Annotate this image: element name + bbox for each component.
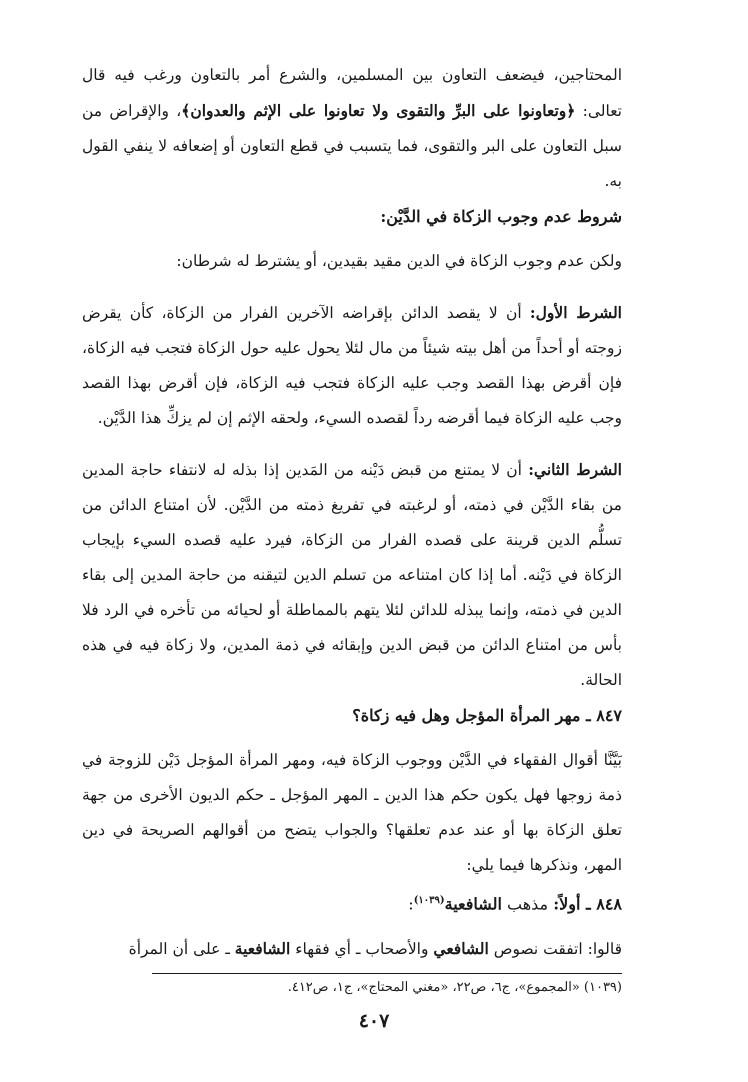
page-number: ٤٠٧ bbox=[358, 1010, 390, 1032]
heading-conditions: شروط عدم وجوب الزكاة في الدَّيْن: bbox=[380, 207, 622, 226]
condition-one-label: الشرط الأول: bbox=[529, 303, 622, 322]
shafii-name: الشافعي bbox=[433, 939, 489, 959]
shafii-text-a: قالوا: اتفقت نصوص bbox=[488, 940, 622, 959]
quran-verse: ﴿وتعاونوا على البرِّ والتقوى ولا تعاونوا على الإثم والعدوان﴾ bbox=[181, 101, 576, 120]
condition-one-text: أن لا يقصد الدائن بإقراضه الآخرين الفرار من الزكاة، كأن يقرض زوجته أو أحداً من أهل بيته شيئاً من مال لئلا يحول عليه حول الزكاة فتجب فيه الزكاة، فإن أقرض بهذا القصد وجب عليه الزكاة فتجب فيه الزكاة، فإن أقرض بهذا القصد وجب عليه الزكاة فيما أقرضه رداً لقصده السيء، ولحقه الإثم إن لم يزكِّ هذا الدَّيْن. bbox=[82, 304, 622, 427]
footnote-divider bbox=[152, 973, 622, 974]
condition-two-text: أن لا يمتنع من قبض دَيْنه من المَدين إذا بذله له لانتفاء حاجة المدين من بقاء الدَّيْن في ذمته، أو لرغبته في تفريغ ذمته من الدَّيْن. لأن امتناع الدائن من تسلُّم الدين قرينة على قصده الفرار من الزكاة، فيرد عليه قصده السيء بإيجاب الزكاة في دَيْنه. أما إذا كان امتناعه من تسلم الدين لتيقنه من حاجة المدين إلى بقاء الدين في ذمته، وإنما يبذله للدائن لئلا يتهم بالمماطلة أو لحيائه من تأخره في الرد فلا بأس من امتناع الدائن من قبض الدين وإبقائه في ذمة المدين، ولا زكاة فيه في هذه الحالة. bbox=[82, 461, 622, 689]
paragraph-conditions-intro: ولكن عدم وجوب الزكاة في الدين مقيد بقيدين، أو يشترط له شرطان: bbox=[176, 252, 622, 270]
section-848-colon: : bbox=[408, 894, 414, 914]
footnote-1039: (١٠٣٩) «المجموع»، ج٦، ص٢٢، «مغني المحتاج»، ج١، ص٤١٢. bbox=[287, 980, 622, 996]
condition-two-label: الشرط الثاني: bbox=[528, 460, 622, 479]
heading-section-847: ٨٤٧ ـ مهر المرأة المؤجل وهل فيه زكاة؟ bbox=[352, 706, 622, 725]
section-848-label: مذهب bbox=[501, 894, 554, 914]
intro-text-a: المحتاجين، فيضعف التعاون بين المسلمين، والشرع أمر بالتعاون ورغب فيه قال تعالى: bbox=[82, 66, 622, 120]
section-848-number: ٨٤٨ ـ أولاً: bbox=[553, 894, 622, 914]
intro-text-b: ، والإقراض من سبل التعاون على البر والتقوى، فما يتسبب في قطع التعاون أو إضعافه لا ينفي القول به. bbox=[82, 102, 622, 190]
section-848-school: الشافعية bbox=[444, 894, 502, 914]
heading-section-848 bbox=[82, 883, 622, 921]
paragraph-condition-two bbox=[82, 452, 622, 698]
paragraph-intro bbox=[82, 58, 622, 199]
shafii-text-e: ـ على أن المرأة bbox=[128, 940, 235, 959]
paragraph-condition-one bbox=[82, 295, 622, 436]
shafii-text-c: والأصحاب ـ أي فقهاء bbox=[290, 940, 434, 959]
footnote-marker: (١٠٣٩) bbox=[413, 895, 445, 906]
paragraph-deferred-dowry: بَيَّنَّا أقوال الفقهاء في الدَّيْن ووجوب الزكاة فيه، ومهر المرأة المؤجل دَيْن للزوجة في ذمة زوجها فهل يكون حكم هذا الدين ـ المهر المؤجل ـ حكم الديون الأخرى من جهة تعلق الزكاة بها أو عند عدم تعلقها؟ والجواب يتضح من أقوالهم الصريحة في دين المهر، ونذكرها فيما يلي: bbox=[82, 751, 622, 874]
shafii-school: الشافعية bbox=[234, 939, 291, 959]
page-body bbox=[82, 58, 622, 1000]
paragraph-shafii bbox=[82, 931, 622, 967]
